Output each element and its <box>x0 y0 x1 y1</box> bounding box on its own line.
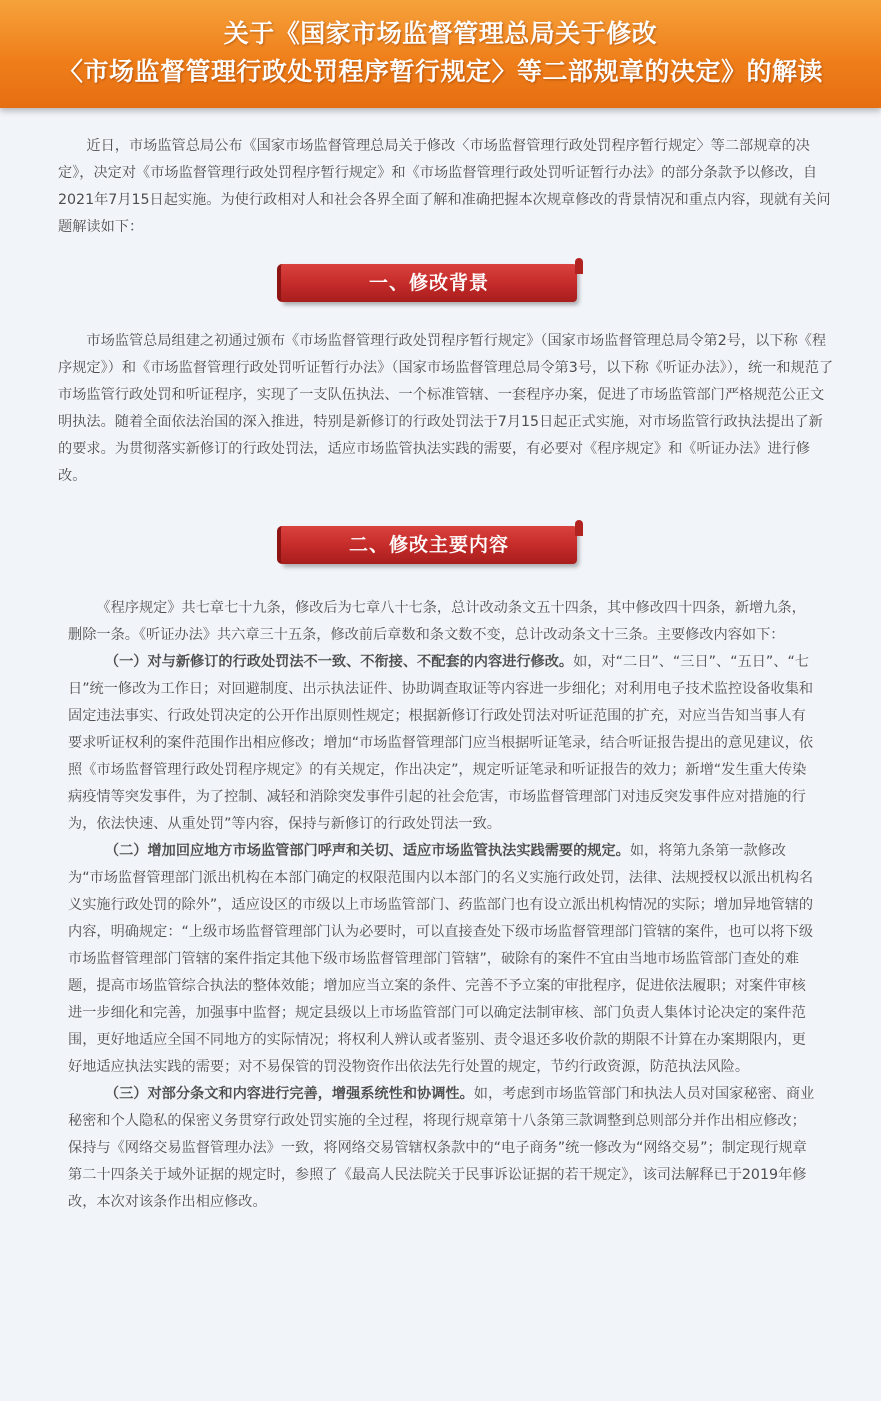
section-2-intro: 《程序规定》共七章七十九条，修改后为七章八十七条，总计改动条文五十四条，其中修改四十四条，新增九条，删除一条。《听证办法》共六章三十五条，修改前后章数和条文数不变，总计改动条文十三条。主要修改内容如下： <box>68 600 806 643</box>
section-2-item-1 <box>68 649 815 838</box>
item-3-lead: （三）对部分条文和内容进行完善，增强系统性和协调性。 <box>104 1086 474 1102</box>
item-3-text: 如，考虑到市场监管部门和执法人员对国家秘密、商业秘密和个人隐私的保密义务贯穿行政处罚实施的全过程，将现行规章第十八条第三款调整到总则部分并作出相应修改；保持与《网络交易监督管理办法》一致，将网络交易管辖权条款中的“电子商务”统一修改为“网络交易”；制定现行规章第二十四条关于域外证据的规定时，参照了《最高人民法院关于民事诉讼证据的若干规定》，该司法解释已于2019年修改，本次对该条作出相应修改。 <box>68 1086 815 1210</box>
section-1-heading: 一、修改背景 <box>368 272 489 294</box>
item-2-lead: （二）增加回应地方市场监管部门呼声和关切、适应市场监管执法实践需要的规定。 <box>104 843 630 859</box>
section-2-banner <box>281 520 581 564</box>
section-2-item-3 <box>68 1081 815 1216</box>
section-2-content <box>68 595 815 1216</box>
section-2-heading: 二、修改主要内容 <box>348 534 509 556</box>
page-title-line-2: 〈市场监督管理行政处罚程序暂行规定〉等二部规章的决定》的解读 <box>57 57 823 86</box>
page-title-line-1: 关于《国家市场监督管理总局关于修改 <box>223 19 658 48</box>
item-1-text: 如，对“二日”、“三日”、“五日”、“七日”统一修改为工作日；对回避制度、出示执法证件、协助调查取证等内容进一步细化；对利用电子技术监控设备收集和固定违法事实、行政处罚决定的公开作出原则性规定；根据新修订行政处罚法对听证范围的扩充，对应当告知当事人有要求听证权利的案件范围作出相应修改；增加“市场监督管理部门应当根据听证笔录，结合听证报告提出的意见建议，依照《市场监督管理行政处罚程序规定》的有关规定，作出决定”，规定听证笔录和听证报告的效力；新增“发生重大传染病疫情等突发事件，为了控制、减轻和消除突发事件引起的社会危害，市场监督管理部门对违反突发事件应对措施的行为，依法快速、从重处罚”等内容，保持与新修订的行政处罚法一致。 <box>68 654 814 832</box>
item-2-text: 如，将第九条第一款修改为“市场监督管理部门派出机构在本部门确定的权限范围内以本部门的名义实施行政处罚，法律、法规授权以派出机构名义实施行政处罚的除外”，适应设区的市级以上市场监管部门、药监部门也有设立派出机构情况的实际；增加异地管辖的内容，明确规定：“上级市场监督管理部门认为必要时，可以直接查处下级市场监督管理部门管辖的案件，也可以将下级市场监督管理部门管辖的案件指定其他下级市场监督管理部门管辖”，破除有的案件不宜由当地市场监管部门查处的难题，提高市场监管综合执法的整体效能；增加应当立案的条件、完善不予立案的审批程序，促进依法履职；对案件审核进一步细化和完善，加强事中监督；规定县级以上市场监管部门可以确定法制审核、部门负责人集体讨论决定的案件范围，更好地适应全国不同地方的实际情况；将权利人辨认或者鉴别、责令退还多收价款的期限不计算在办案期限内，更好地适应执法实践的需要；对不易保管的罚没物资作出依法先行处置的规定，节约行政资源，防范执法风险。 <box>68 843 814 1075</box>
intro-paragraph: 近日，市场监管总局公布《国家市场监督管理总局关于修改〈市场监督管理行政处罚程序暂行规定〉等二部规章的决定》，决定对《市场监督管理行政处罚程序暂行规定》和《市场监督管理行政处罚听证暂行办法》的部分条款予以修改，自2021年7月15日起实施。为使行政相对人和社会各界全面了解和准确把握本次规章修改的背景情况和重点内容，现就有关问题解读如下： <box>58 138 831 235</box>
item-1-lead: （一）对与新修订的行政处罚法不一致、不衔接、不配套的内容进行修改。 <box>104 654 574 670</box>
section-1-banner <box>281 258 581 302</box>
section-1-body: 市场监管总局组建之初通过颁布《市场监督管理行政处罚程序暂行规定》（国家市场监督管理总局令第2号，以下称《程序规定》）和《市场监督管理行政处罚听证暂行办法》（国家市场监督管理总局令第3号，以下称《听证办法》），统一和规范了市场监管行政处罚和听证程序，实现了一支队伍执法、一个标准管辖、一套程序办案，促进了市场监管部门严格规范公正文明执法。随着全面依法治国的深入推进，特别是新修订的行政处罚法于7月15日起正式实施，对市场监管行政执法提出了新的要求。为贯彻落实新修订的行政处罚法，适应市场监管执法实践的需要，有必要对《程序规定》和《听证办法》进行修改。 <box>58 333 834 484</box>
section-2-item-2 <box>68 838 815 1081</box>
page-header <box>0 0 881 108</box>
